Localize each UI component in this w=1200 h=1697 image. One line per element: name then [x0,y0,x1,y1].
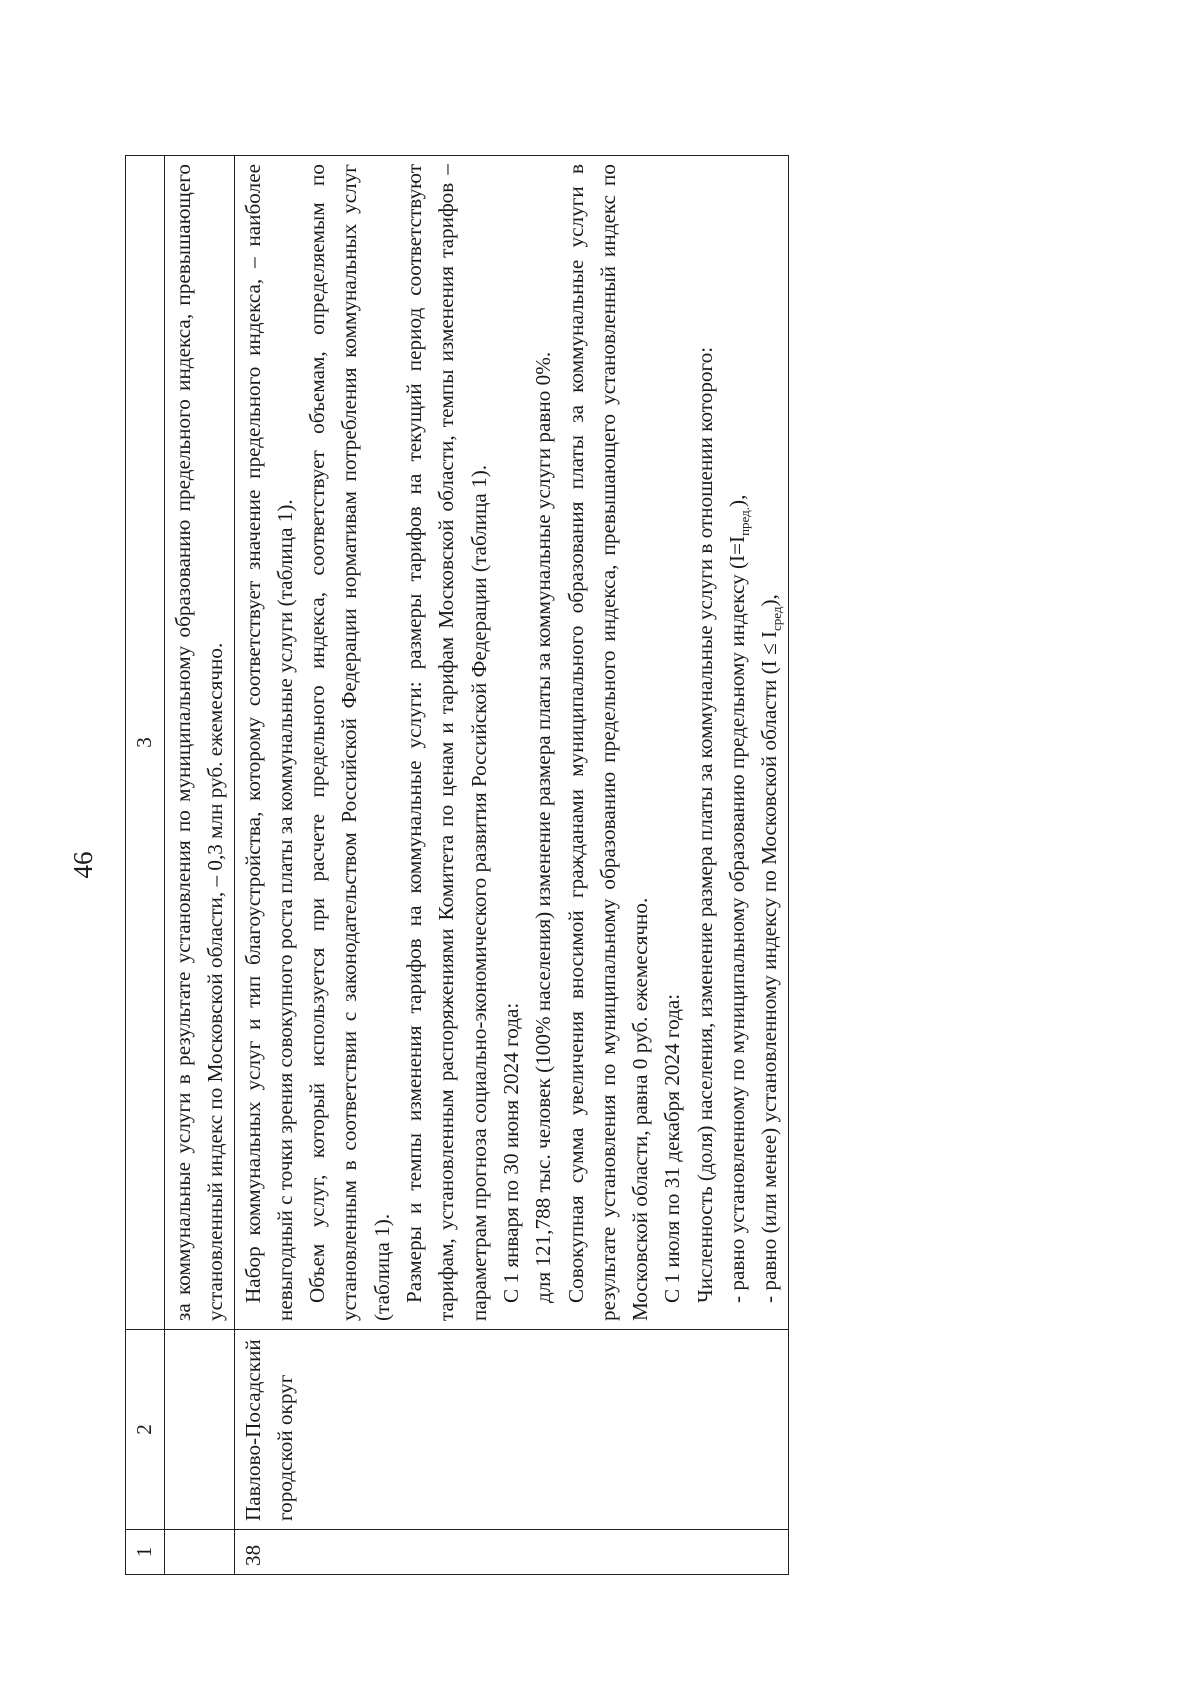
table-row-continued [165,156,235,1575]
rotated-document-page [50,115,1110,1615]
bullet-equal-limit-index [721,164,753,1321]
bullet-end: ), [757,594,782,607]
paragraph-population-count: Численность (доля) населения, изменение размера платы за коммунальные услуги в отношении которого: [692,346,717,1303]
row-number: 38 [234,1530,788,1575]
paragraph-services-volume: Объем услуг, который используется при расчете предельного индекса, соответствует объемам, определяемым по установленным в соответствии с законодательством Российской Федерации нормативам потребления коммунальных услуг (таблица 1). [305,164,394,1321]
bullet-text: - равно (или менее) установленному индексу по Московской области (I ≤ I [757,631,782,1303]
column-header-1: 1 [126,1530,165,1575]
period-heading-1: С 1 января по 30 июня 2024 года: [498,1002,523,1303]
bullet-text: - равно установленному по муниципальному образованию предельному индексу (I=I [725,535,750,1303]
municipality-cell [165,1330,235,1530]
index-subscript: пред. [737,506,753,536]
index-subscript: сред [769,606,785,632]
bullet-less-regional-index [753,164,785,1321]
table-header-row [126,156,165,1575]
paragraph-tariffs: Размеры и темпы изменения тарифов на коммунальные услуги: размеры тарифов на текущий период соответствуют тарифам, установленным распоряжениями Комитета по ценам и тарифам Московской области, темпы изменения тарифов – параметрам прогноза социально-экономического развития Российской Федерации (таблица 1). [402,164,491,1321]
municipality-name: Павлово-Посадский городской округ [234,1330,788,1530]
column-header-2: 2 [126,1330,165,1530]
document-table [125,155,789,1575]
paragraph-population-share: для 121,788 тыс. человек (100% населения) изменение размера платы за коммунальные услуги равно 0%. [531,351,556,1303]
column-header-3: 3 [126,156,165,1330]
page-number: 46 [68,851,98,879]
description-cell [165,156,235,1330]
paragraph-services-set: Набор коммунальных услуг и тип благоустройства, которому соответствует значение предельного индекса, – наиболее невыгодный с точки зрения совокупного роста платы за коммунальные услуги (таблица 1). [240,164,297,1321]
continued-paragraph: за коммунальные услуги в результате установления по муниципальному образованию предельного индекса, превышающего установленный индекс по Московской области, – 0,3 млн руб. ежемесячно. [171,164,228,1321]
paragraph-total-increase: Совокупная сумма увеличения вносимой гражданами муниципального образования платы за коммунальные услуги в результате установления по муниципальному образованию предельного индекса, превышающего установленный индекс по Московской области, равна 0 руб. ежемесячно. [563,164,653,1321]
period-heading-2: С 1 июля по 31 декабря 2024 года: [660,993,685,1303]
description-cell [234,156,788,1330]
row-number-cell [165,1530,235,1575]
bullet-end: ), [725,494,750,507]
table-row-38 [234,156,788,1575]
